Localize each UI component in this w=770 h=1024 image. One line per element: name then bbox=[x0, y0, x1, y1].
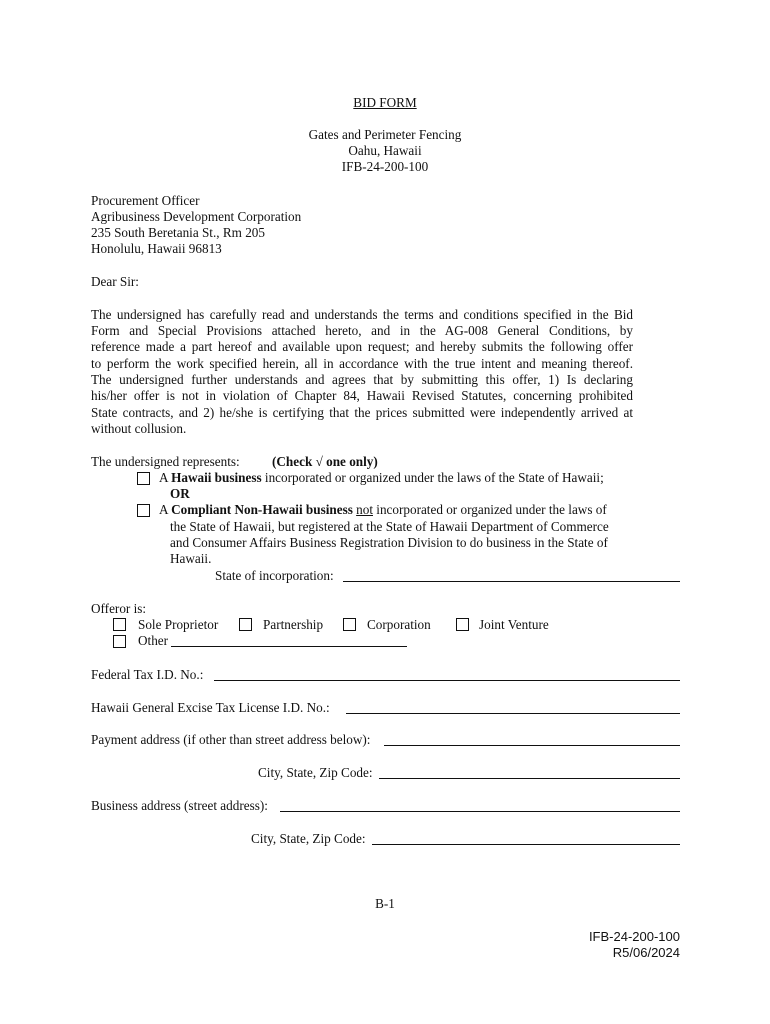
business-city-state-zip-field[interactable] bbox=[372, 844, 680, 845]
option-text: incorporated or organized under the laws of bbox=[372, 502, 607, 517]
body-line: reference made a part hereof and available upon request; and hereby submits the following offer bbox=[91, 339, 633, 354]
body-line: Form and Special Provisions attached hereto, and in the AG-008 General Conditions, by bbox=[91, 323, 633, 338]
business-address-field[interactable] bbox=[280, 811, 680, 812]
business-city-state-zip-label: City, State, Zip Code: bbox=[251, 831, 366, 846]
non-hawaii-business-option bbox=[159, 502, 607, 518]
payment-address-field[interactable] bbox=[384, 745, 680, 746]
not-emphasis: not bbox=[356, 502, 373, 517]
joint-venture-checkbox[interactable] bbox=[456, 618, 469, 631]
option-continuation: the State of Hawaii, but registered at the State of Hawaii Department of Commerce bbox=[170, 519, 609, 534]
page-number: B-1 bbox=[375, 896, 395, 911]
option-continuation: Hawaii. bbox=[170, 551, 212, 566]
sole-proprietor-checkbox[interactable] bbox=[113, 618, 126, 631]
payment-address-label: Payment address (if other than street address below): bbox=[91, 732, 371, 747]
partnership-label: Partnership bbox=[263, 617, 324, 632]
option-prefix: A bbox=[159, 502, 172, 517]
other-checkbox[interactable] bbox=[113, 635, 126, 648]
hawaii-business-option bbox=[159, 470, 604, 486]
business-address-label: Business address (street address): bbox=[91, 798, 268, 813]
body-line: State contracts, and 2) he/she is certifying that the prices submitted were independently arrived at bbox=[91, 405, 633, 420]
represents-instruction: (Check √ one only) bbox=[272, 454, 378, 469]
non-hawaii-business-label: Compliant Non-Hawaii business bbox=[171, 502, 353, 517]
footer-ifb: IFB-24-200-100 bbox=[588, 929, 680, 944]
other-label: Other bbox=[138, 633, 169, 648]
partnership-checkbox[interactable] bbox=[239, 618, 252, 631]
represents-label: The undersigned represents: bbox=[91, 454, 240, 469]
option-prefix: A bbox=[159, 470, 172, 485]
project-name: Gates and Perimeter Fencing bbox=[308, 127, 462, 142]
hawaii-business-checkbox[interactable] bbox=[137, 472, 150, 485]
corporation-checkbox[interactable] bbox=[343, 618, 356, 631]
body-line: without collusion. bbox=[91, 421, 187, 436]
federal-tax-label: Federal Tax I.D. No.: bbox=[91, 667, 204, 682]
payment-city-state-zip-label: City, State, Zip Code: bbox=[258, 765, 373, 780]
body-line: The undersigned has carefully read and understands the terms and conditions specified in the Bid bbox=[91, 307, 633, 322]
joint-venture-label: Joint Venture bbox=[479, 617, 549, 632]
federal-tax-field[interactable] bbox=[214, 680, 680, 681]
ge-tax-label: Hawaii General Excise Tax License I.D. No.: bbox=[91, 700, 330, 715]
corporation-label: Corporation bbox=[367, 617, 431, 632]
salutation: Dear Sir: bbox=[91, 274, 139, 289]
payment-city-state-zip-field[interactable] bbox=[379, 778, 680, 779]
project-location: Oahu, Hawaii bbox=[348, 143, 422, 158]
form-title: BID FORM bbox=[353, 95, 417, 110]
address-line-2: Agribusiness Development Corporation bbox=[91, 209, 302, 224]
option-text: incorporated or organized under the laws of the State of Hawaii; bbox=[261, 470, 604, 485]
hawaii-business-label: Hawaii business bbox=[171, 470, 262, 485]
state-of-incorporation-label: State of incorporation: bbox=[215, 568, 334, 583]
sole-proprietor-label: Sole Proprietor bbox=[138, 617, 219, 632]
or-separator: OR bbox=[170, 486, 190, 501]
option-continuation: and Consumer Affairs Business Registration Division to do business in the State of bbox=[170, 535, 608, 550]
offeror-label: Offeror is: bbox=[91, 601, 147, 616]
address-line-3: 235 South Beretania St., Rm 205 bbox=[91, 225, 265, 240]
footer-revision: R5/06/2024 bbox=[612, 945, 680, 960]
other-field[interactable] bbox=[171, 646, 407, 647]
address-line-4: Honolulu, Hawaii 96813 bbox=[91, 241, 222, 256]
ifb-number: IFB-24-200-100 bbox=[341, 159, 429, 174]
body-line: to perform the work specified herein, all in accordance with the true intent and meaning thereof. bbox=[91, 356, 633, 371]
state-of-incorporation-field[interactable] bbox=[343, 581, 680, 582]
ge-tax-field[interactable] bbox=[346, 713, 680, 714]
body-line: his/her offer is not in violation of Chapter 84, Hawaii Revised Statutes, concerning prohibited bbox=[91, 388, 633, 403]
body-line: The undersigned further understands and agrees that by submitting this offer, 1) Is declaring bbox=[91, 372, 633, 387]
address-line-1: Procurement Officer bbox=[91, 193, 200, 208]
non-hawaii-business-checkbox[interactable] bbox=[137, 504, 150, 517]
